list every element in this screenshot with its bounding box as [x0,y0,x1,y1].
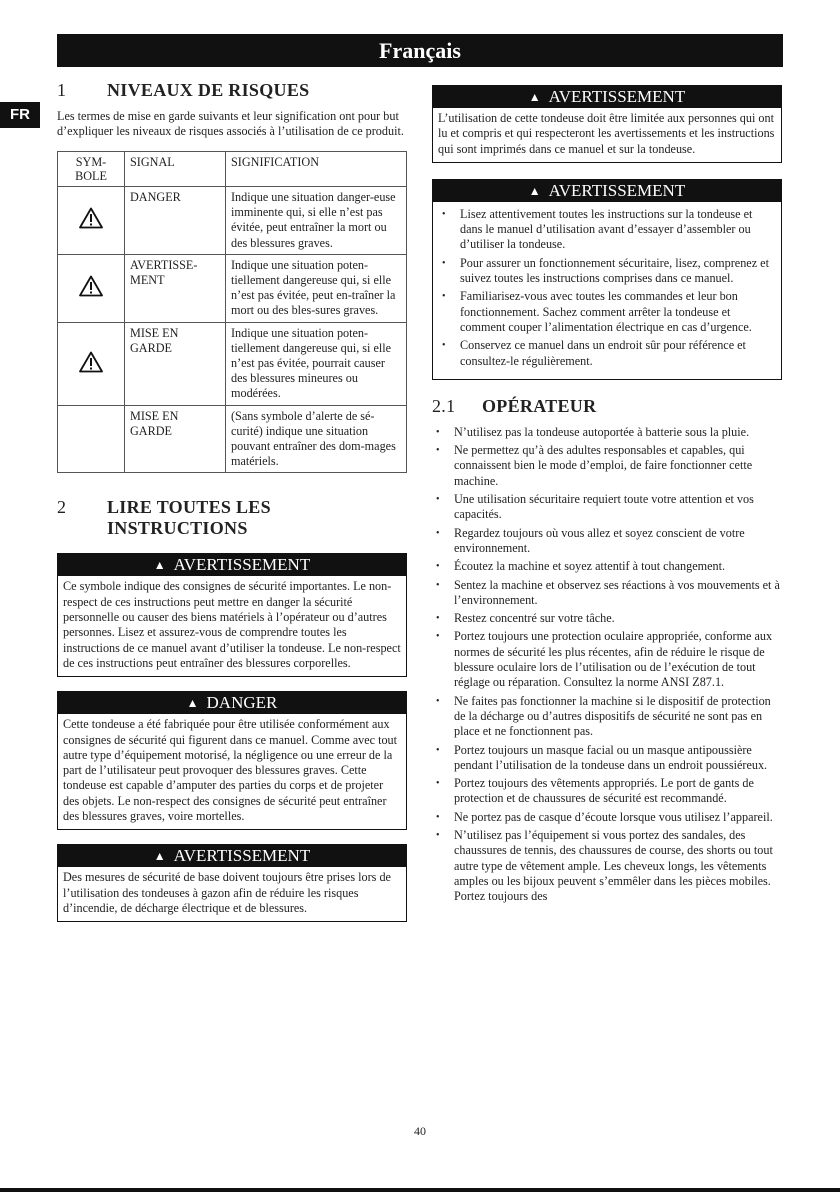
symbol-cell [58,254,125,322]
list-item: • N’utilisez pas l’équipement si vous portez des sandales, des chaussures de tennis, des chaussures de course, des shorts ou tout autre type de vêtement ample. Les cheveux longs, les vêtements amples ou les bijoux peuvent s’emmêler dans les pièces mobiles. Portez toujours des [432,828,782,904]
warning-box-text: Ce symbole indique des consignes de sécurité importantes. Le non-respect de ces instructions peut mettre en danger la sécurité personnelle ou causer des biens matériels à l’opérateur ou d’autres personnes. Lisez et assurez-vous de comprendre toutes les instructions de ce manuel avant d’utiliser la tondeuse. Le non-respect de ces instructions peut entraîner des blessures corporelles. [63,579,401,670]
table-row [58,187,407,255]
warning-box-title: AVERTISSEMENT [548,180,686,200]
section-2-heading [57,497,407,539]
symbol-cell [58,187,125,255]
section-1-intro: Les termes de mise en garde suivants et leur signification ont pour but d’expliquer les niveaux de risques associés à l’utilisation de ce produit. [57,109,404,138]
danger-box-title: DANGER [206,693,278,713]
warning-box [432,179,782,380]
signal-cell: MISE EN GARDE [125,405,226,473]
bottom-rule [0,1188,840,1192]
warning-box [57,553,407,677]
list-item: • Portez toujours des vêtements appropriés. Le port de gants de protection et de chaussures de sécurité est recommandé. [432,776,782,807]
operator-list [432,423,782,910]
warning-box-title: AVERTISSEMENT [548,87,686,106]
danger-box [57,691,407,830]
meaning-cell: Indique une situation poten-tiellement dangereuse qui, si elle n’est pas évitée, pourrait causer des blessures mineures ou modérées. [226,322,407,405]
warning-box-header [58,845,406,867]
list-item: • Restez concentré sur votre tâche. [432,611,782,626]
section-2-1-heading [432,396,782,417]
signal-cell: DANGER [125,187,226,255]
section-title: NIVEAUX DE RISQUES [107,80,310,100]
list-item: • Sentez la machine et observez ses réactions à vos mouvements et à l’environnement. [432,578,782,609]
warning-box-title: AVERTISSEMENT [173,555,311,575]
risk-levels-table [57,151,407,473]
list-item: • Familiarisez-vous avec toutes les commandes et leur bon fonctionnement. Sachez comment arrêter la tondeuse et comment couper l’alimentation électrique en cas d’urgence. [438,289,776,335]
table-row [58,405,407,473]
warning-box [432,85,782,163]
section-number: 2 [57,497,67,518]
list-item: • Portez toujours une protection oculaire appropriée, conforme aux normes de sécurité les plus récentes, afin de réduire le risque de blessure oculaire lors de l’utilisation ou de l’exécution de tout réglage ou réparation. Consultez la norme ANSI Z87.1. [432,629,782,690]
warning-box-list-wrap [433,202,781,379]
list-item: • Une utilisation sécuritaire requiert toute votre attention et vos capacités. [432,492,782,523]
list-item: • Portez toujours un masque facial ou un masque antipoussière pendant l’utilisation de la tondeuse dans un endroit poussiéreux. [432,743,782,774]
alert-triangle-icon: ▲ [528,90,541,104]
meaning-cell: (Sans symbole d’alerte de sé-curité) indique une situation pouvant entraîner des dom-mages matériels. [226,405,407,473]
page-number: 40 [414,1124,426,1138]
list-item: • Conservez ce manuel dans un endroit sûr pour référence et consultez-le régulièrement. [438,338,776,369]
warning-box-header [433,180,781,202]
meaning-cell: Indique une situation danger-euse imminente qui, si elle n’est pas évitée, peut entraîner la mort ou des blessures graves. [226,187,407,255]
table-row [58,322,407,405]
warning-triangle-icon [79,275,103,297]
signal-cell: MISE EN GARDE [125,322,226,405]
signal-cell: AVERTISSE-MENT [125,254,226,322]
warning-box-header [58,554,406,576]
alert-triangle-icon: ▲ [528,183,541,198]
section-title: LIRE TOUTES LES INSTRUCTIONS [107,497,271,539]
section-number: 2.1 [432,395,456,416]
table-header-row [58,152,407,187]
language-tab: FR [0,102,40,128]
section-1-heading [57,80,407,101]
table-row [58,254,407,322]
list-item: • Écoutez la machine et soyez attentif à tout changement. [432,559,782,574]
list-item: • Lisez attentivement toutes les instructions sur la tondeuse et dans le manuel d’utilisation avant d’essayer d’assembler ou d’utiliser la tondeuse. [438,207,776,253]
danger-box-text: Cette tondeuse a été fabriquée pour être utilisée conformément aux consignes de sécurité qui figurent dans ce manuel. Comme avec tout autre type d’équipement motorisé, la négligence ou une erreur de la part de l’utilisateur peut provoquer des blessures graves. Cette tondeuse est capable d’amputer des parties du corps et de projeter des objets. Le non-respect des consignes de sécurité peut entraîner des blessures graves, voire mortelles. [63,717,398,824]
warning-box-text: L’utilisation de cette tondeuse doit être limitée aux personnes qui ont lu et compris et qui respecteront les avertissements et les instructions qui sont imprimés dans ce manuel et sur la tondeuse. [438,111,775,156]
alert-triangle-icon: ▲ [153,849,166,864]
right-column [432,85,782,909]
symbol-cell-empty [58,405,125,473]
list-item: • Ne faites pas fonctionner la machine si le dispositif de protection de la décharge ou d’autres dispositifs de sécurité ne sont pas en place et ne fonctionnent pas. [432,694,782,740]
list-item: • Pour assurer un fonctionnement sécuritaire, lisez, comprenez et suivez toutes les instructions comprises dans ce manuel. [438,256,776,287]
section-title: OPÉRATEUR [482,395,597,416]
warning-box-header [433,86,781,108]
alert-triangle-icon: ▲ [153,558,166,573]
list-item: • Ne portez pas de casque d’écoute lorsque vous utilisez l’appareil. [432,810,782,825]
warning-box-text: Des mesures de sécurité de base doivent toujours être prises lors de l’utilisation des tondeuses à gazon afin de réduire les risques d’incendie, de décharge électrique et de blessures. [63,870,391,915]
warning-triangle-icon [79,351,103,373]
warning-box [57,844,407,922]
warning-box-title: AVERTISSEMENT [173,846,311,866]
alert-triangle-icon: ▲ [186,696,199,711]
list-item: • Ne permettez qu’à des adultes responsables et capables, qui connaissent bien le mode d’emploi, de faire fonctionner cette machine. [432,443,782,489]
page-header: Français [57,34,783,67]
left-column [57,80,407,922]
table-header-signal: SIGNAL [125,152,226,187]
list-item: • N’utilisez pas la tondeuse autoportée à batterie sous la pluie. [432,425,782,440]
table-header-meaning: SIGNIFICATION [226,152,407,187]
table-header-symbol: SYM-BOLE [58,152,125,187]
meaning-cell: Indique une situation poten-tiellement dangereuse qui, si elle n’est pas évitée, peut en-traîner la mort ou des bles-sures graves. [226,254,407,322]
warning-triangle-icon [79,207,103,229]
symbol-cell [58,322,125,405]
danger-box-header [58,692,406,714]
section-number: 1 [57,80,67,100]
list-item: • Regardez toujours où vous allez et soyez conscient de votre environnement. [432,526,782,557]
warning-list [438,205,776,374]
